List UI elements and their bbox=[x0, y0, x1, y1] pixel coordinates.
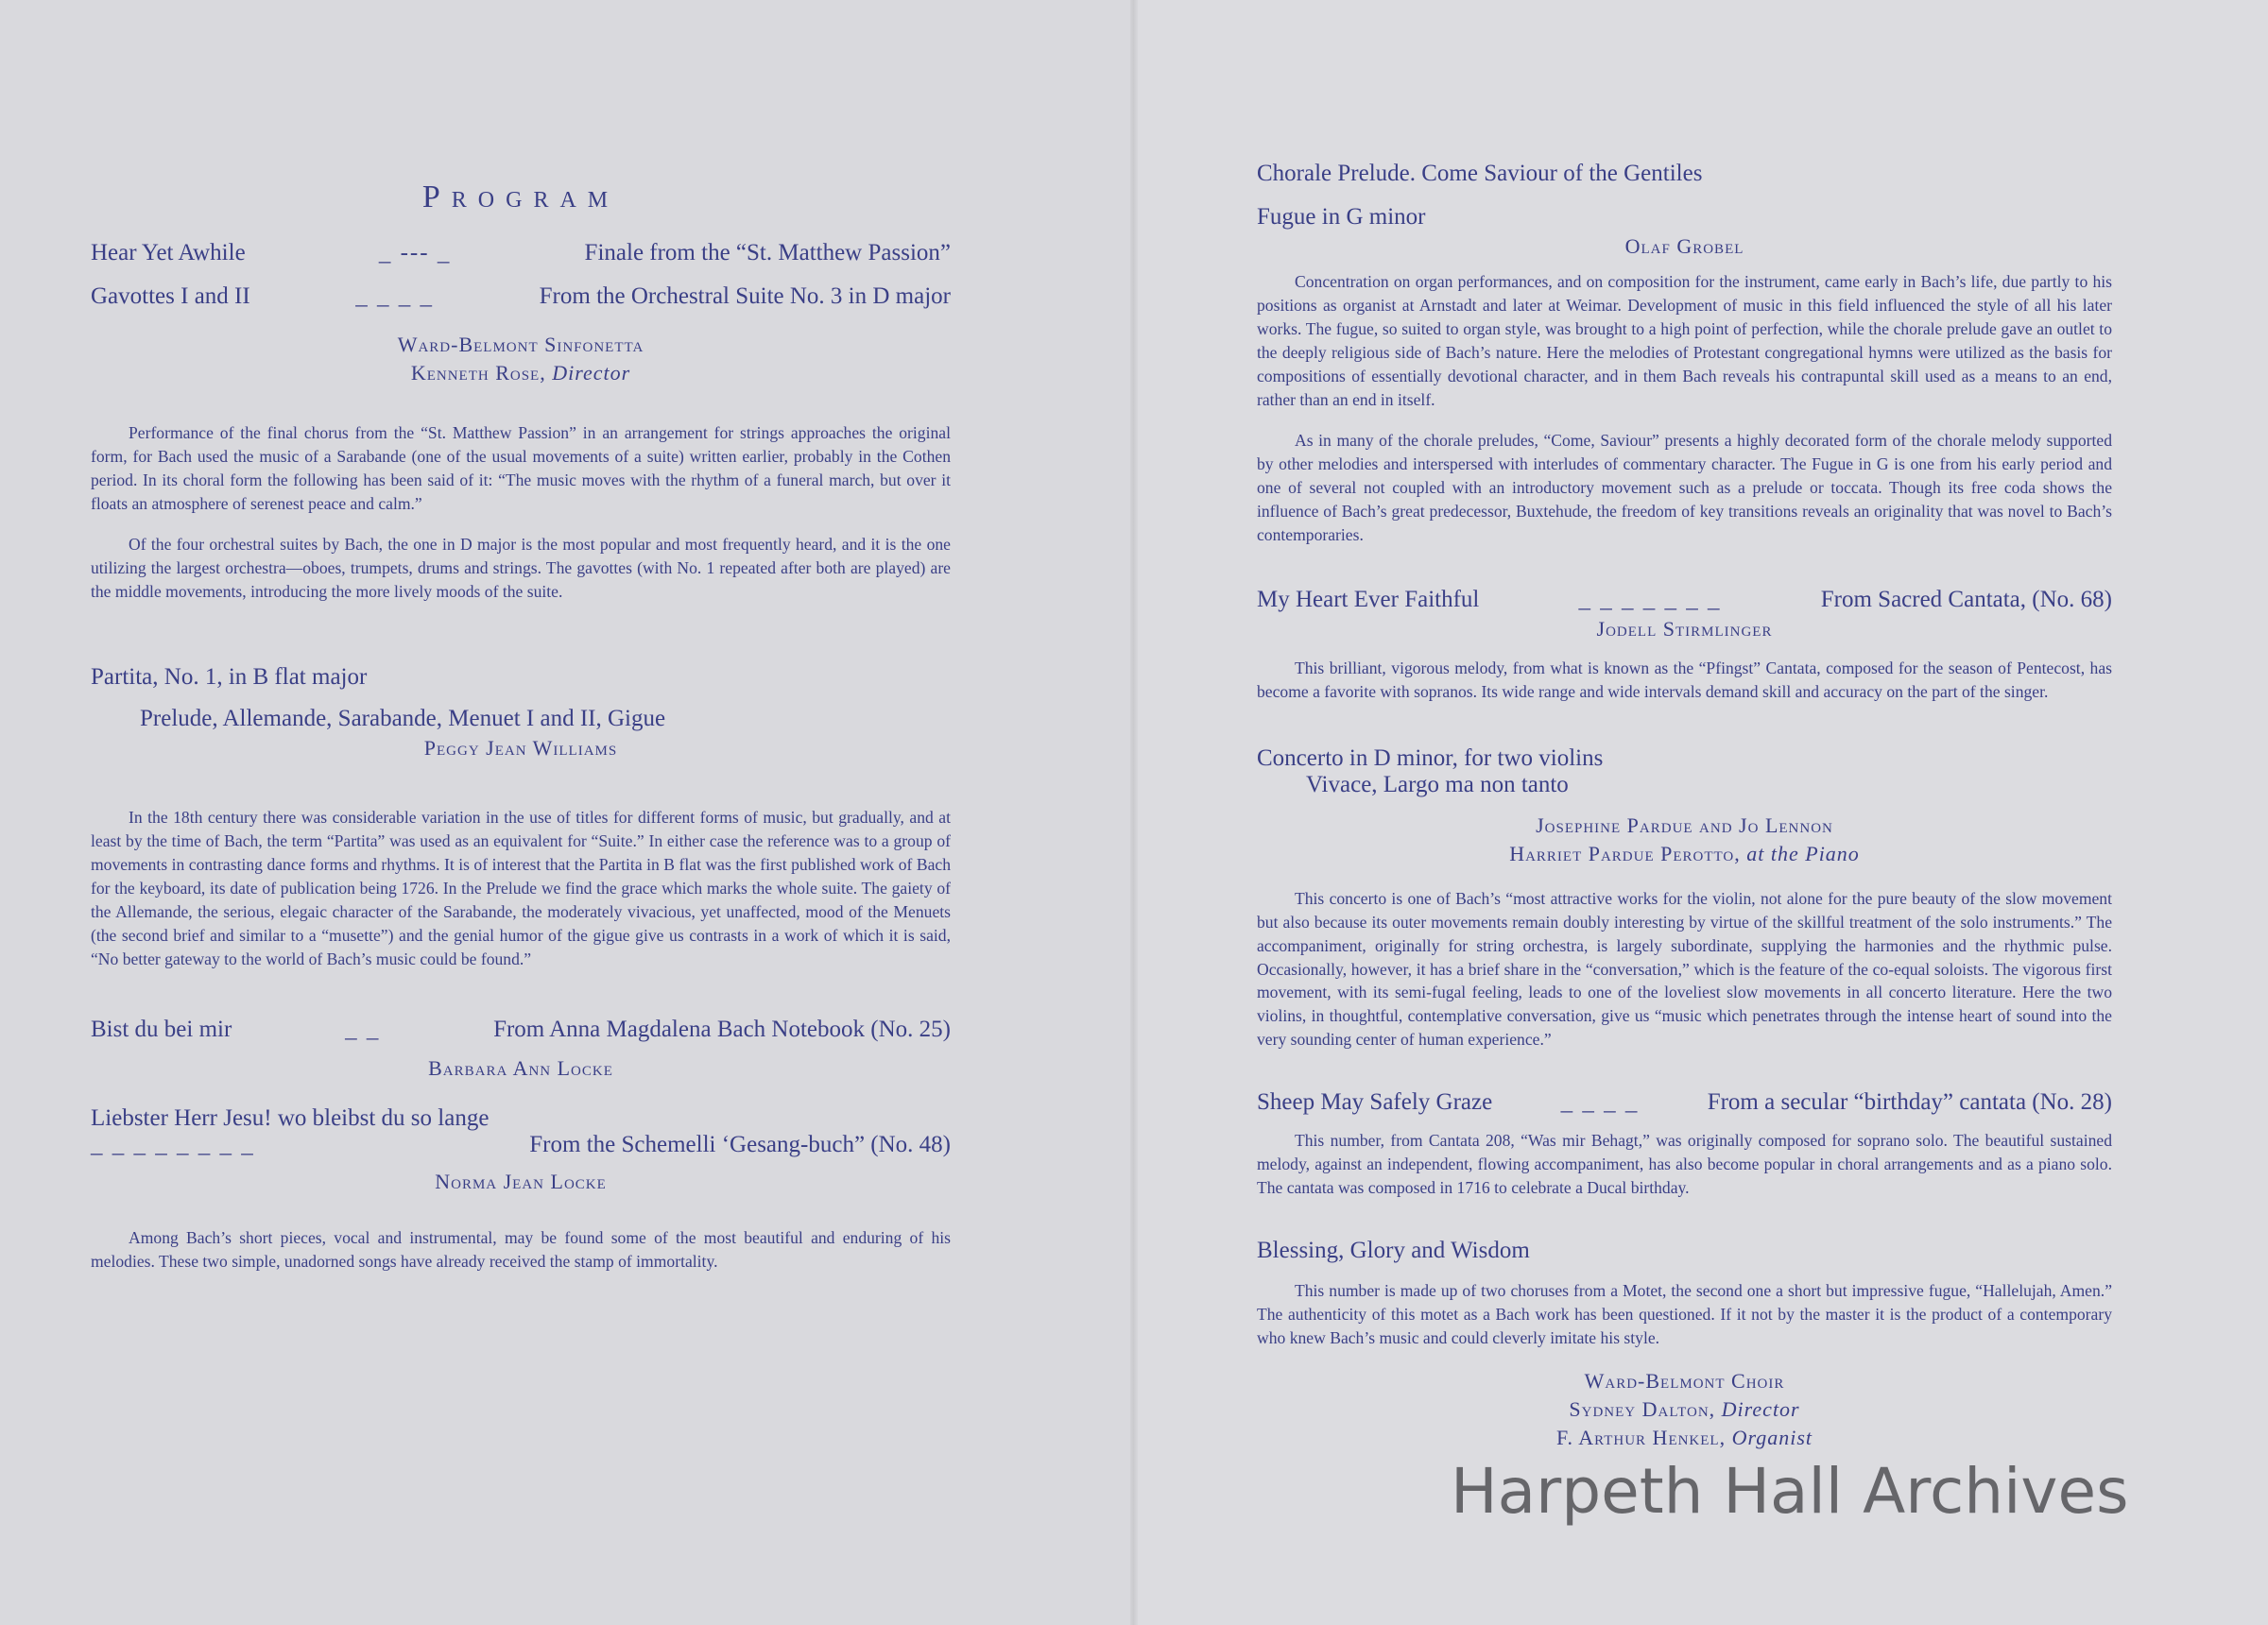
performer-pianist: Harriet Pardue Perotto, at the Piano bbox=[1509, 841, 1860, 865]
note-concerto: This concerto is one of Bach’s “most attractive works for the violin, not alone for the pure beauty of the slow movement but also because its outer movements remain doubly interesting by virtue of the skillful treatment of the solo instruments.” The accompaniment, originally for string orchestra, is largely subordinate, supplying the harmonies and the rhythmic pulse. Occasionally, however, it has a brief share in the “conversation,” which is the feature of the co-equal soloists. The vigorous first movement, with its semi-fugal feeling, leads to one of the loveliest slow movements in all concerto literature. Here the two violins, in thoughtful, contemplative conversation, give us “music which penetrates through the intense heart of sound into the very sounding center of human experience.” bbox=[1257, 888, 2112, 1050]
performer-jodell: Jodell Stirmlinger bbox=[1596, 616, 1773, 641]
program-item-blessing: Blessing, Glory and Wisdom bbox=[1257, 1238, 1530, 1264]
performer-director: Kenneth Rose, Director bbox=[410, 361, 631, 385]
performer-choir-director: Sydney Dalton, Director bbox=[1569, 1397, 1800, 1422]
program-item-chorale-prelude: Chorale Prelude. Come Saviour of the Gentiles bbox=[1257, 161, 1703, 186]
concerto-movements: Vivace, Largo ma non tanto bbox=[1306, 771, 1569, 797]
program-heading: Program bbox=[421, 180, 620, 214]
performer-olaf: Olaf Grobel bbox=[1624, 234, 1744, 258]
partita-movements: Prelude, Allemande, Sarabande, Menuet I and II, Gigue bbox=[140, 705, 666, 731]
left-column bbox=[91, 180, 951, 1274]
page-fold bbox=[1130, 0, 1138, 1625]
performer-peggy: Peggy Jean Williams bbox=[423, 735, 618, 760]
note-partita: In the 18th century there was considerable variation in the use of titles for different forms of music, but gradually, and at least by the time of Bach, the term “Partita” was used as an equivalent for “Suite.” In either case the reference was to a group of movements in contrasting dance forms and rhythms. It is of interest that the Partita in B flat was the first published work of Bach for the keyboard, its date of publication being 1726. In the Prelude we find the grace which marks the whole suite. The gaiety of the Allemande, the serious, elegaic character of the Sarabande, the moderately vivacious, yet unaffected, mood of the Menuets (the second brief and similar to a “musette”) and the genial humor of the gigue give us contrasts in a work of which it is said, “No better gateway to the world of Bach’s music could be found.” bbox=[91, 807, 951, 968]
performer-organist: F. Arthur Henkel, Organist bbox=[1555, 1426, 1813, 1450]
performer-norma: Norma Jean Locke bbox=[435, 1169, 607, 1193]
program-item-liebster: Liebster Herr Jesu! wo bleibst du so lange bbox=[91, 1104, 490, 1131]
program-item-bist-du-bei-mir: Bist du bei mir _ _ From Anna Magdalena Bach Notebook (No. 25) bbox=[91, 1016, 951, 1042]
performer-sinfonetta: Ward-Belmont Sinfonetta bbox=[397, 333, 644, 356]
right-column bbox=[1257, 161, 2112, 1454]
note-short-pieces: Among Bach’s short pieces, vocal and instrumental, may be found some of the most beautiful and enduring of his melodies. These two simple, unadorned songs have already received the stamp of immortality. bbox=[91, 1227, 951, 1271]
note-st-matthew: Performance of the final chorus from the “St. Matthew Passion” in an arrangement for strings approaches the original form, for Bach used the music of a Sarabande (one of the usual movements of a suite) written earlier, probably in the Cothen period. In its choral form the following has been said of it: “The music moves with the rhythm of a funeral march, but over it floats an atmosphere of serenest peace and calm.” bbox=[91, 423, 951, 513]
program-item-my-heart: My Heart Ever Faithful _ _ _ _ _ _ _ From Sacred Cantata, (No. 68) bbox=[1257, 586, 2112, 612]
archive-watermark: Harpeth Hall Archives bbox=[1451, 1455, 2129, 1528]
performer-violinists: Josephine Pardue and Jo Lennon bbox=[1536, 812, 1833, 837]
program-item-fugue: Fugue in G minor bbox=[1257, 204, 1426, 230]
program-item-sheep-may-safely-graze: Sheep May Safely Graze _ _ _ _ From a secular “birthday” cantata (No. 28) bbox=[1257, 1089, 2112, 1116]
program-item-concerto: Concerto in D minor, for two violins bbox=[1257, 744, 1604, 771]
program-item-gavottes: Gavottes I and II _ _ _ _ From the Orchestral Suite No. 3 in D major bbox=[91, 283, 951, 309]
program-item-hear-yet-awhile: Hear Yet Awhile _ --- _ Finale from the “St. Matthew Passion” bbox=[91, 240, 951, 265]
performer-choir: Ward-Belmont Choir bbox=[1584, 1369, 1785, 1394]
note-orchestral-suite: Of the four orchestral suites by Bach, the one in D major is the most popular and most frequently heard, and it is the one utilizing the largest orchestra—oboes, trumpets, drums and strings. The gavottes (with No. 1 repeated after both are played) are the middle movements, introducing the more lively moods of the suite. bbox=[91, 534, 951, 601]
note-cantata-208: This number, from Cantata 208, “Was mir Behagt,” was originally composed for soprano solo. The beautiful sustained melody, against an independent, flowing accompaniment, has also become popular in choral arrangements and as a piano solo. The cantata was composed in 1716 to celebrate a Ducal birthday. bbox=[1257, 1131, 2112, 1198]
note-organ: Concentration on organ performances, and on composition for the instrument, came early in Bach’s life, due partly to his positions as organist at Arnstadt and later at Weimar. Development of music in this field influenced the style of all his later works. The fugue, so suited to organ style, was brought to a high point of perfection, while the chorale prelude gave an outlet to the deeply religious side of Bach’s nature. Here the melodies of Protestant congregational hymns were utilized as the basis for compositions of essentially devotional character, and in them Bach reveals his contrapuntal skill used as a means to an end, rather than an end in itself. bbox=[1257, 272, 2112, 409]
program-item-liebster-source: _ _ _ _ _ _ _ _ From the Schemelli ‘Gesang-buch” (No. 48) bbox=[91, 1131, 951, 1157]
note-chorale-preludes: As in many of the chorale preludes, “Come, Saviour” presents a highly decorated form of the chorale melody supported by other melodies and interspersed with interludes of commentary character. The Fugue in G is one from his early period and one of several not coupled with an introductory movement such as a prelude or toccata. Though its free coda shows the influence of Bach’s great predecessor, Buxtehude, the freedom of key transitions reveals an originality that was novel to Bach’s contemporaries. bbox=[1257, 430, 2112, 544]
note-motet: This number is made up of two choruses from a Motet, the second one a short but impressive fugue, “Hallelujah, Amen.” The authenticity of this motet as a Bach work has been questioned. If it not by the master it is the product of a contemporary who knew Bach’s music and could cleverly imitate his style. bbox=[1257, 1281, 2112, 1348]
program-item-partita: Partita, No. 1, in B flat major bbox=[91, 663, 368, 690]
note-pfingst: This brilliant, vigorous melody, from what is known as the “Pfingst” Cantata, composed for the season of Pentecost, has become a favorite with sopranos. Its wide range and wide intervals demand skill and accuracy on the part of the singer. bbox=[1257, 658, 2112, 701]
performer-barbara: Barbara Ann Locke bbox=[428, 1055, 613, 1080]
